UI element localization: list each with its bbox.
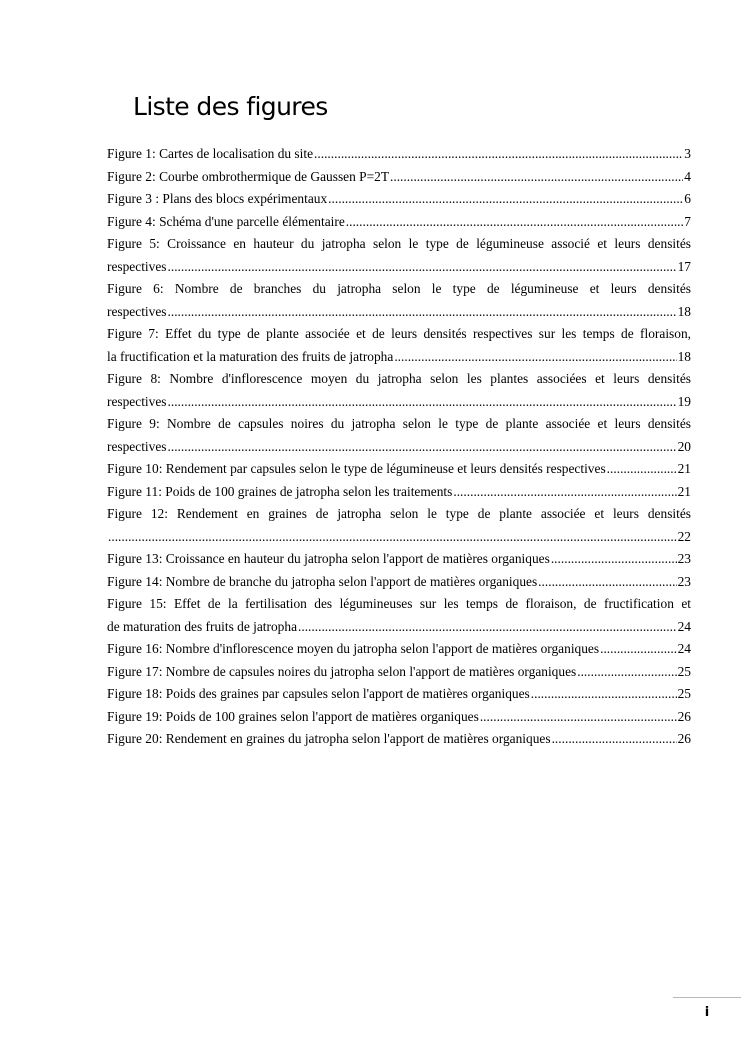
toc-entry[interactable] — [107, 593, 691, 638]
toc-entry-text: Figure 5: Croissance en hauteur du jatropha selon le type de légumineuse associé et leurs densités — [107, 236, 691, 251]
toc-entry-text: Figure 3 : Plans des blocs expérimentaux — [107, 191, 328, 206]
toc-entry-line — [107, 391, 691, 414]
toc-entry-text: Figure 4: Schéma d'une parcelle élémentaire — [107, 213, 345, 229]
toc-entry[interactable] — [107, 548, 691, 571]
toc-entry[interactable] — [107, 571, 691, 594]
dot-leader — [168, 436, 677, 459]
toc-entry[interactable] — [107, 278, 691, 323]
dot-leader — [390, 166, 683, 189]
toc-page-number: 3 — [684, 146, 691, 161]
toc-entry-text: respectives — [107, 303, 167, 319]
toc-entry-line — [107, 211, 691, 234]
page-number: i — [704, 1005, 710, 1020]
toc-entry-text: la fructification et la maturation des fruits de jatropha — [107, 348, 394, 364]
toc-entry-line — [107, 458, 691, 481]
dot-leader — [552, 728, 677, 751]
dot-leader — [551, 548, 677, 571]
toc-entry-line — [107, 256, 691, 279]
toc-entry-line — [107, 346, 691, 369]
figure-list — [107, 143, 691, 751]
toc-page-number: 17 — [677, 258, 691, 274]
toc-entry-line — [107, 481, 691, 504]
toc-entry-text: Figure 7: Effet du type de plante associée et de leurs densités respectives sur les temps de floraison, — [107, 326, 691, 341]
toc-page-number: 4 — [684, 168, 691, 184]
toc-entry-text: Figure 14: Nombre de branche du jatropha selon l'apport de matières organiques — [107, 573, 538, 589]
toc-entry[interactable] — [107, 661, 691, 684]
toc-entry-text: Figure 1: Cartes de localisation du site — [107, 146, 314, 161]
toc-entry-line — [107, 436, 691, 459]
toc-page-number: 24 — [677, 641, 691, 656]
toc-page-number: 7 — [684, 213, 691, 229]
footer-rule — [673, 997, 741, 998]
toc-entry[interactable] — [107, 481, 691, 504]
toc-entry-text: Figure 16: Nombre d'inflorescence moyen du jatropha selon l'apport de matières organiques — [107, 641, 600, 656]
toc-entry-text: Figure 10: Rendement par capsules selon le type de légumineuse et leurs densités respectives — [107, 461, 606, 476]
toc-entry-text: Figure 19: Poids de 100 graines selon l'apport de matières organiques — [107, 708, 479, 724]
toc-page-number: 18 — [677, 348, 691, 364]
toc-entry[interactable] — [107, 638, 691, 661]
toc-entry-line — [107, 571, 691, 594]
toc-entry[interactable] — [107, 188, 691, 211]
toc-entry[interactable] — [107, 706, 691, 729]
toc-entry[interactable] — [107, 143, 691, 166]
toc-page-number: 26 — [677, 708, 691, 724]
toc-entry[interactable] — [107, 413, 691, 458]
dot-leader — [108, 526, 677, 549]
toc-entry-text: Figure 2: Courbe ombrothermique de Gaussen P=2T — [107, 168, 390, 184]
toc-entry-text: Figure 17: Nombre de capsules noires du jatropha selon l'apport de matières organiques — [107, 663, 577, 679]
toc-page-number: 21 — [677, 483, 691, 499]
toc-entry-line — [107, 301, 691, 324]
dot-leader — [531, 683, 677, 706]
toc-page-number: 26 — [677, 731, 691, 746]
toc-entry[interactable] — [107, 233, 691, 278]
toc-entry-text: Figure 6: Nombre de branches du jatropha selon le type de légumineuse et leurs densités — [107, 281, 691, 296]
toc-entry-text: Figure 11: Poids de 100 graines de jatropha selon les traitements — [107, 483, 453, 499]
dot-leader — [168, 301, 677, 324]
toc-entry[interactable] — [107, 323, 691, 368]
toc-entry[interactable] — [107, 503, 691, 548]
toc-page-number: 24 — [677, 618, 691, 634]
toc-page-number: 25 — [677, 663, 691, 679]
dot-leader — [577, 661, 676, 684]
toc-entry[interactable] — [107, 458, 691, 481]
dot-leader — [453, 481, 676, 504]
toc-entry-line — [107, 526, 691, 549]
toc-entry[interactable] — [107, 368, 691, 413]
toc-entry-line — [107, 638, 691, 661]
toc-page-number: 6 — [684, 191, 691, 206]
toc-entry[interactable] — [107, 166, 691, 189]
page-title: Liste des figures — [133, 92, 328, 121]
toc-entry-line — [107, 683, 691, 706]
toc-entry-line — [107, 143, 691, 166]
toc-page-number: 21 — [677, 461, 691, 476]
toc-entry-text: respectives — [107, 393, 167, 409]
toc-entry[interactable] — [107, 728, 691, 751]
toc-entry[interactable] — [107, 211, 691, 234]
toc-entry-text: respectives — [107, 438, 167, 454]
toc-page-number: 22 — [677, 528, 691, 544]
toc-entry-line — [107, 728, 691, 751]
toc-entry-text: Figure 12: Rendement en graines de jatropha selon le type de plante associée et leurs densités — [107, 506, 691, 521]
toc-page-number: 20 — [677, 438, 691, 454]
dot-leader — [328, 188, 683, 211]
toc-entry-text: Figure 13: Croissance en hauteur du jatropha selon l'apport de matières organiques — [107, 551, 550, 566]
toc-entry-text: Figure 9: Nombre de capsules noires du jatropha selon le type de plante associée et leurs densités — [107, 416, 691, 431]
toc-entry-line — [107, 661, 691, 684]
toc-page-number: 25 — [677, 686, 691, 701]
toc-entry-text: Figure 15: Effet de la fertilisation des légumineuses sur les temps de floraison, de fructification et — [107, 596, 691, 611]
dot-leader — [314, 143, 683, 166]
toc-entry-line — [107, 548, 691, 571]
toc-entry-text: Figure 8: Nombre d'inflorescence moyen du jatropha selon les plantes associées et leurs densités — [107, 371, 691, 386]
toc-entry-line — [107, 166, 691, 189]
dot-leader — [168, 391, 677, 414]
toc-page-number: 23 — [677, 573, 691, 589]
toc-page-number: 18 — [677, 303, 691, 319]
toc-entry-text: Figure 20: Rendement en graines du jatropha selon l'apport de matières organiques — [107, 731, 551, 746]
dot-leader — [538, 571, 676, 594]
dot-leader — [607, 458, 677, 481]
toc-entry[interactable] — [107, 683, 691, 706]
toc-entry-text: Figure 18: Poids des graines par capsules selon l'apport de matières organiques — [107, 686, 530, 701]
toc-page-number: 19 — [677, 393, 691, 409]
toc-page-number: 23 — [677, 551, 691, 566]
toc-entry-line — [107, 706, 691, 729]
dot-leader — [480, 706, 677, 729]
toc-entry-text: respectives — [107, 258, 167, 274]
dot-leader — [346, 211, 684, 234]
toc-entry-line — [107, 188, 691, 211]
dot-leader — [600, 638, 677, 661]
dot-leader — [168, 256, 677, 279]
dot-leader — [394, 346, 676, 369]
dot-leader — [298, 616, 677, 639]
toc-entry-text: de maturation des fruits de jatropha — [107, 618, 298, 634]
toc-entry-line — [107, 616, 691, 639]
